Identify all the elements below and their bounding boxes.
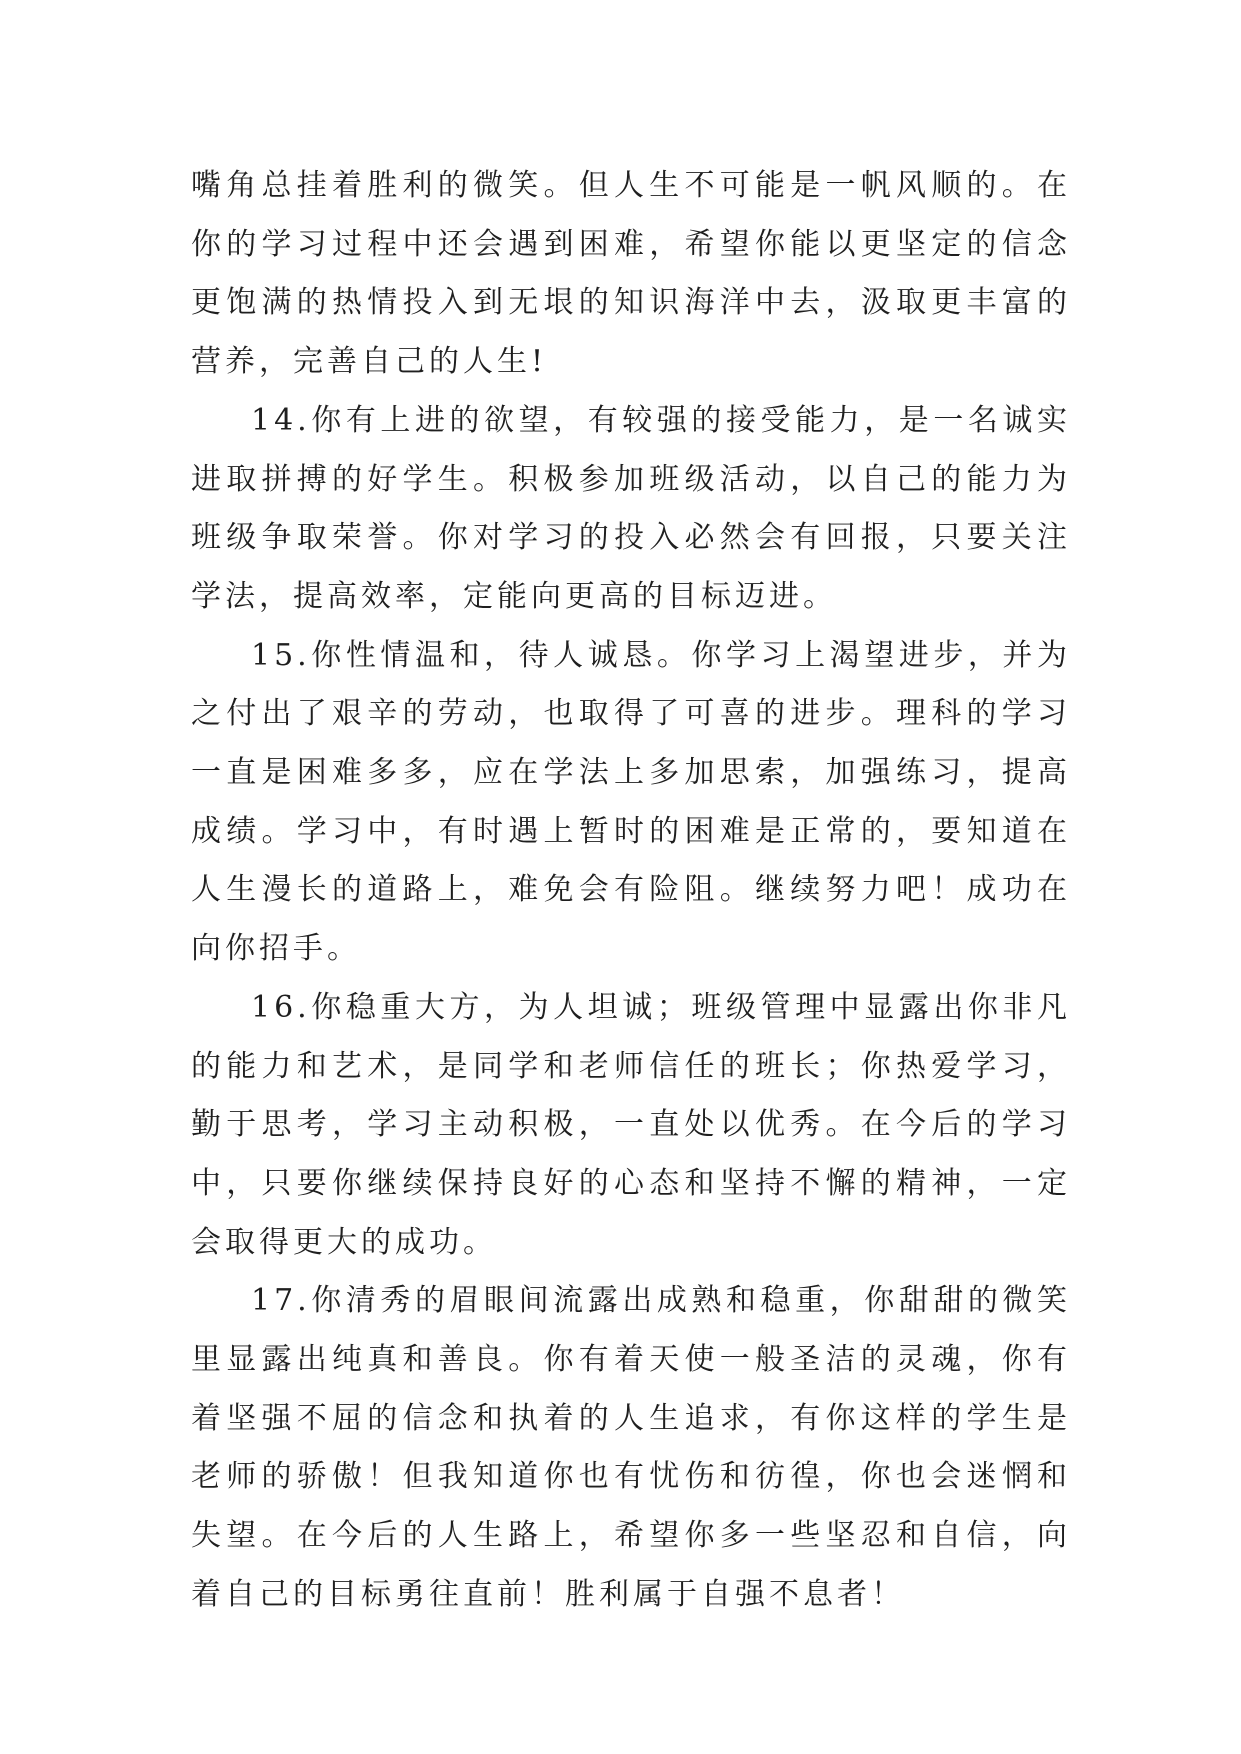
paragraph-comment-16: 16.你稳重大方，为人坦诚；班级管理中显露出你非凡的能力和艺术，是同学和老师信任的班长；你热爱学习，勤于思考，学习主动积极，一直处以优秀。在今后的学习中，只要你继续保持良好的心态和坚持不懈的精神，一定会取得更大的成功。 — [191, 989, 1071, 1260]
document-body — [191, 157, 1071, 1625]
paragraph-comment-14: 14.你有上进的欲望，有较强的接受能力，是一名诚实进取拼搏的好学生。积极参加班级活动，以自己的能力为班级争取荣誉。你对学习的投入必然会有回报，只要关注学法，提高效率，定能向更高的目标迈进。 — [191, 402, 1071, 614]
paragraph-comment-15: 15.你性情温和，待人诚恳。你学习上渴望进步，并为之付出了艰辛的劳动，也取得了可喜的进步。理科的学习一直是困难多多，应在学法上多加思索，加强练习，提高成绩。学习中，有时遇上暂时的困难是正常的，要知道在人生漫长的道路上，难免会有险阻。继续努力吧！成功在向你招手。 — [191, 637, 1071, 967]
paragraph-continuation: 嘴角总挂着胜利的微笑。但人生不可能是一帆风顺的。在你的学习过程中还会遇到困难，希望你能以更坚定的信念更饱满的热情投入到无垠的知识海洋中去，汲取更丰富的营养，完善自己的人生! — [191, 168, 1071, 380]
paragraph-comment-17: 17.你清秀的眉眼间流露出成熟和稳重，你甜甜的微笑里显露出纯真和善良。你有着天使一般圣洁的灵魂，你有着坚强不屈的信念和执着的人生追求，有你这样的学生是老师的骄傲！但我知道你也有忧伤和彷徨，你也会迷惘和失望。在今后的人生路上，希望你多一些坚忍和自信，向着自己的目标勇往直前！胜利属于自强不息者！ — [191, 1283, 1071, 1612]
